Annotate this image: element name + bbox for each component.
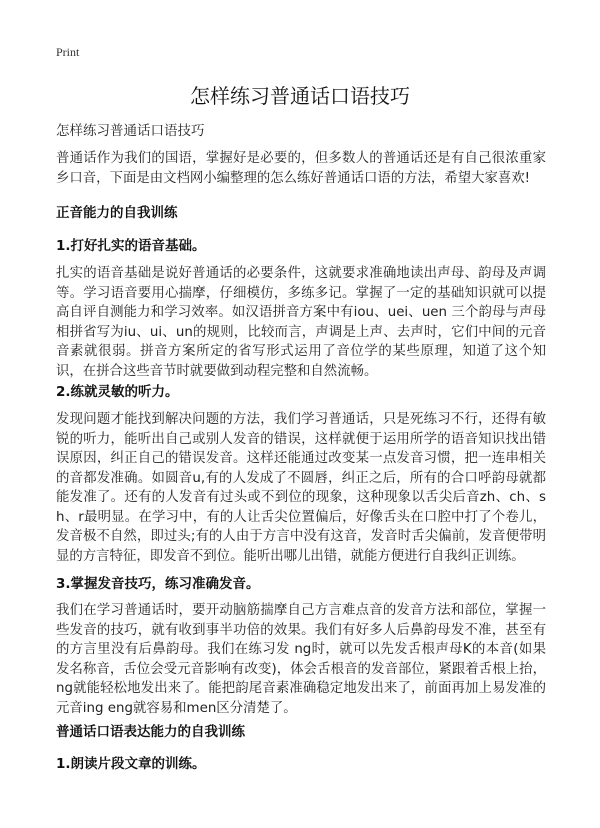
intro-paragraph: 普通话作为我们的国语，掌握好是必要的，但多数人的普通话还是有自己很浓重家乡口音，下面是由文档网小编整理的怎么练好普通话口语的方法，希望大家喜欢! — [56, 151, 546, 186]
section-heading-pronunciation: 正音能力的自我训练 — [56, 205, 178, 221]
item-heading-listening: 2.练就灵敏的听力。 — [56, 384, 179, 400]
paragraph-foundation: 扎实的语音基础是说好普通话的必要条件，这就要求准确地读出声母、韵母及声调等。学习语音要用心揣摩，仔细模仿，多练多记。掌握了一定的基础知识就可以提高自评自测能力和学习效率。如汉语拼音方案中有iou、uei、uen 三个韵母与声母相拼省写为iu、ui、un的规则，比较而言，声调是上声、去声时，它们中间的元音音素就很弱。拼音方案所定的省写形式运用了音位学的某些原理，知道了这个知识，在拼合这些音节时就要做到动程完整和自然流畅。 — [56, 266, 546, 379]
section-heading-expression: 普通话口语表达能力的自我训练 — [56, 724, 245, 740]
item-heading-foundation: 1.打好扎实的语音基础。 — [56, 238, 206, 254]
page-title: 怎样练习普通话口语技巧 — [190, 84, 410, 108]
paragraph-listening: 发现问题才能找到解决问题的方法，我们学习普通话，只是死练习不行，还得有敏锐的听力，能听出自己或别人发音的错误，这样就便于运用所学的语音知识找出错误原因，纠正自己的错误发音。这样还能通过改变某一点发音习惯，把一连串相关的音都发准确。如圆音u,有的人发成了不圆唇，纠正之后，所有的合口呼韵母就都能发准了。还有的人发音有过头或不到位的现象，这种现象以舌尖后音zh、ch、sh、r最明显。在学习中，有的人让舌尖位置偏后，好像舌头在口腔中打了个卷儿，发音极不自然，即过头;有的人由于方言中没有这音，发音时舌尖偏前，发音便带明显的方言特征，即发音不到位。能听出哪儿出错，就能方便进行自我纠正训练。 — [56, 412, 546, 564]
item-heading-reading: 1.朗读片段文章的训练。 — [56, 756, 206, 772]
print-link[interactable]: Print — [56, 45, 80, 59]
item-heading-technique: 3.掌握发音技巧，练习准确发音。 — [56, 576, 260, 592]
paragraph-technique: 我们在学习普通话时，要开动脑筋揣摩自己方言难点音的发音方法和部位，掌握一些发音的技巧，就有收到事半功倍的效果。我们有好多人后鼻韵母发不准，甚至有的方言里没有后鼻韵母。我们在练习发 ng时，就可以先发舌根声母K的本音(如果发名称音，舌位会受元音影响有改变)，体会舌根音的发音部位，紧跟着舌根上抬，ng就能轻松地发出来了。能把韵尾音素准确稳定地发出来了，前面再加上易发准的元音ing eng就容易和men区分清楚了。 — [56, 603, 546, 716]
subtitle: 怎样练习普通话口语技巧 — [56, 123, 205, 139]
